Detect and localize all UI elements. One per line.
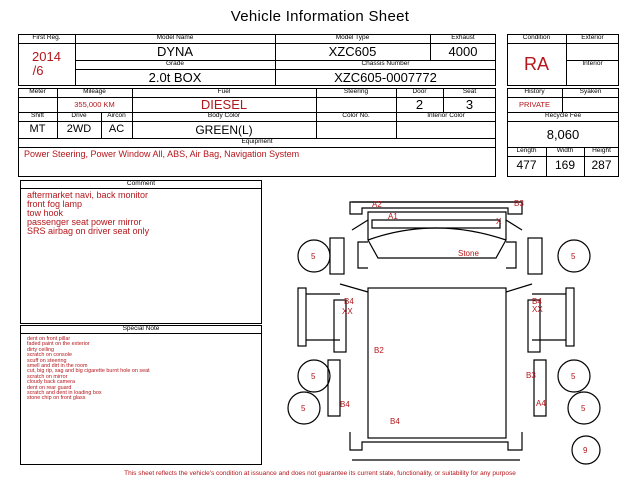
sheet-title: Vehicle Information Sheet: [230, 8, 410, 25]
comment-item: aftermarket navi, back monitor: [27, 190, 149, 200]
seat-label: Seat: [462, 88, 477, 95]
spare-bottom-grade: 9: [583, 446, 588, 455]
special-note-item: cut, big rip, sag and big cigarette burnt hole on seat: [27, 368, 150, 375]
drive-value: 2WD: [66, 123, 92, 135]
damage-b3-top: B3: [514, 199, 524, 208]
left-mirror: [298, 288, 306, 346]
fuel-label: Fuel: [217, 88, 231, 95]
special-note-item: scratch and dent in loading box: [27, 390, 102, 397]
first-reg-year: 2014: [32, 49, 61, 64]
history-label: History: [524, 88, 545, 95]
body-color-label: Body Color: [207, 112, 241, 119]
damage-a4: A4: [536, 399, 546, 408]
special-note-item: smell and dirt in the room: [27, 363, 88, 370]
comment-item: SRS airbag on driver seat only: [27, 226, 150, 236]
interior-color-label: Interior Color: [427, 112, 465, 119]
comment-item: tow hook: [27, 208, 64, 218]
width-value: 169: [554, 158, 576, 172]
special-note-item: scuff on steering: [27, 357, 67, 364]
exhaust-value: 4000: [448, 44, 478, 59]
length-value: 477: [516, 158, 537, 172]
special-note-item: faded paint on the exterior: [27, 341, 90, 348]
damage-b4-right: B4: [532, 297, 542, 306]
damage-b4-left: B4: [344, 297, 354, 306]
tire-rl-grade: 5: [311, 372, 316, 381]
exhaust-label: Exhaust: [451, 34, 475, 41]
comment-item: front fog lamp: [27, 199, 83, 209]
mileage-label: Mileage: [83, 88, 106, 95]
damage-x: X: [496, 217, 502, 226]
special-note-item: scratch on mirror: [27, 373, 68, 380]
model-name-value: DYNA: [156, 44, 194, 59]
shift-label: Shift: [30, 112, 44, 119]
special-note-item: dent on front pillar: [27, 336, 71, 342]
condition-label: Condition: [522, 34, 551, 41]
damage-b3-right: B3: [526, 371, 536, 380]
mileage-value: 355,000 KM: [74, 100, 115, 109]
condition-value: RA: [523, 54, 549, 74]
model-type-label: Model Type: [335, 34, 370, 41]
aircon-value: AC: [108, 123, 125, 135]
comment-item: passenger seat power mirror: [27, 217, 142, 227]
comment-list: [27, 191, 149, 236]
damage-a1: A1: [388, 212, 398, 221]
rear-bumper: [350, 432, 522, 450]
damage-b4-bottom: B4: [390, 417, 400, 426]
equipment-value: Power Steering, Power Window All, ABS, Air Bag, Navigation System: [24, 149, 300, 159]
drive-label: Drive: [71, 112, 87, 119]
special-note-item: scratch on console: [27, 352, 72, 359]
fuel-value: DIESEL: [200, 97, 248, 112]
damage-xx-left: XX: [342, 307, 353, 316]
damage-a2: A2: [372, 200, 382, 209]
tire-rr-grade: 5: [571, 372, 576, 381]
chassis-number-value: XZC605-0007772: [334, 70, 437, 85]
first-reg-label: First Reg.: [32, 34, 61, 41]
syaken-label: Syaken: [579, 88, 602, 95]
steering-label: Steering: [343, 88, 369, 95]
meter-label: Meter: [29, 88, 46, 95]
recycle-fee-value: 8,060: [546, 127, 580, 142]
aircon-label: Aircon: [107, 112, 126, 119]
exterior-label: Exterior: [581, 34, 604, 41]
shift-value: MT: [29, 123, 46, 135]
vehicle-damage-diagram: [270, 180, 620, 468]
special-note-item: cloudy back camera: [27, 379, 75, 386]
door-value: 2: [415, 97, 424, 112]
disclaimer: This sheet reflects the vehicle's condition at issuance and does not guarantee its current state, functionality, or suitability for any purpose: [124, 470, 516, 477]
model-type-value: XZC605: [328, 44, 377, 59]
damage-b4-lower-left: B4: [340, 400, 350, 409]
tire-fl-grade: 5: [311, 252, 316, 261]
tire-fr-grade: 5: [571, 252, 576, 261]
front-right-fender: [528, 238, 542, 274]
special-note-item: dirty ceiling: [27, 346, 54, 353]
body-color-value: GREEN(L): [195, 123, 253, 137]
cargo-box: [368, 288, 506, 438]
model-name-label: Model Name: [156, 34, 194, 41]
height-value: 287: [591, 158, 612, 172]
grade-label: Grade: [165, 60, 185, 67]
length-label: Length: [516, 147, 537, 154]
damage-b2: B2: [374, 346, 384, 355]
history-value: PRIVATE: [519, 100, 550, 109]
width-label: Width: [556, 147, 574, 154]
right-mirror: [566, 288, 574, 346]
spare-left-grade: 5: [301, 404, 306, 413]
door-label: Door: [412, 88, 427, 95]
special-note-list: [27, 337, 150, 402]
grade-value: 2.0t BOX: [148, 70, 202, 85]
recycle-fee-label: Recycle Fee: [544, 112, 582, 119]
comment-label: Comment: [126, 180, 156, 187]
interior-label: Interior: [582, 60, 603, 67]
special-note-label: Special Note: [122, 325, 160, 332]
seat-value: 3: [465, 97, 474, 112]
spare-right-grade: 5: [581, 404, 586, 413]
damage-xx-right: XX: [532, 305, 543, 314]
height-label: Height: [592, 147, 611, 154]
special-note-item: stone chip on front glass: [27, 395, 86, 402]
front-left-fender: [330, 238, 344, 274]
special-note-item: dent on rear guard: [27, 384, 72, 391]
color-no-label: Color No.: [342, 112, 370, 119]
chassis-number-label: Chassis Number: [361, 60, 410, 67]
windshield: [372, 220, 500, 228]
equipment-label: Equipment: [241, 138, 273, 145]
damage-stone: Stone: [458, 249, 479, 258]
first-reg-month: /6: [32, 63, 44, 78]
